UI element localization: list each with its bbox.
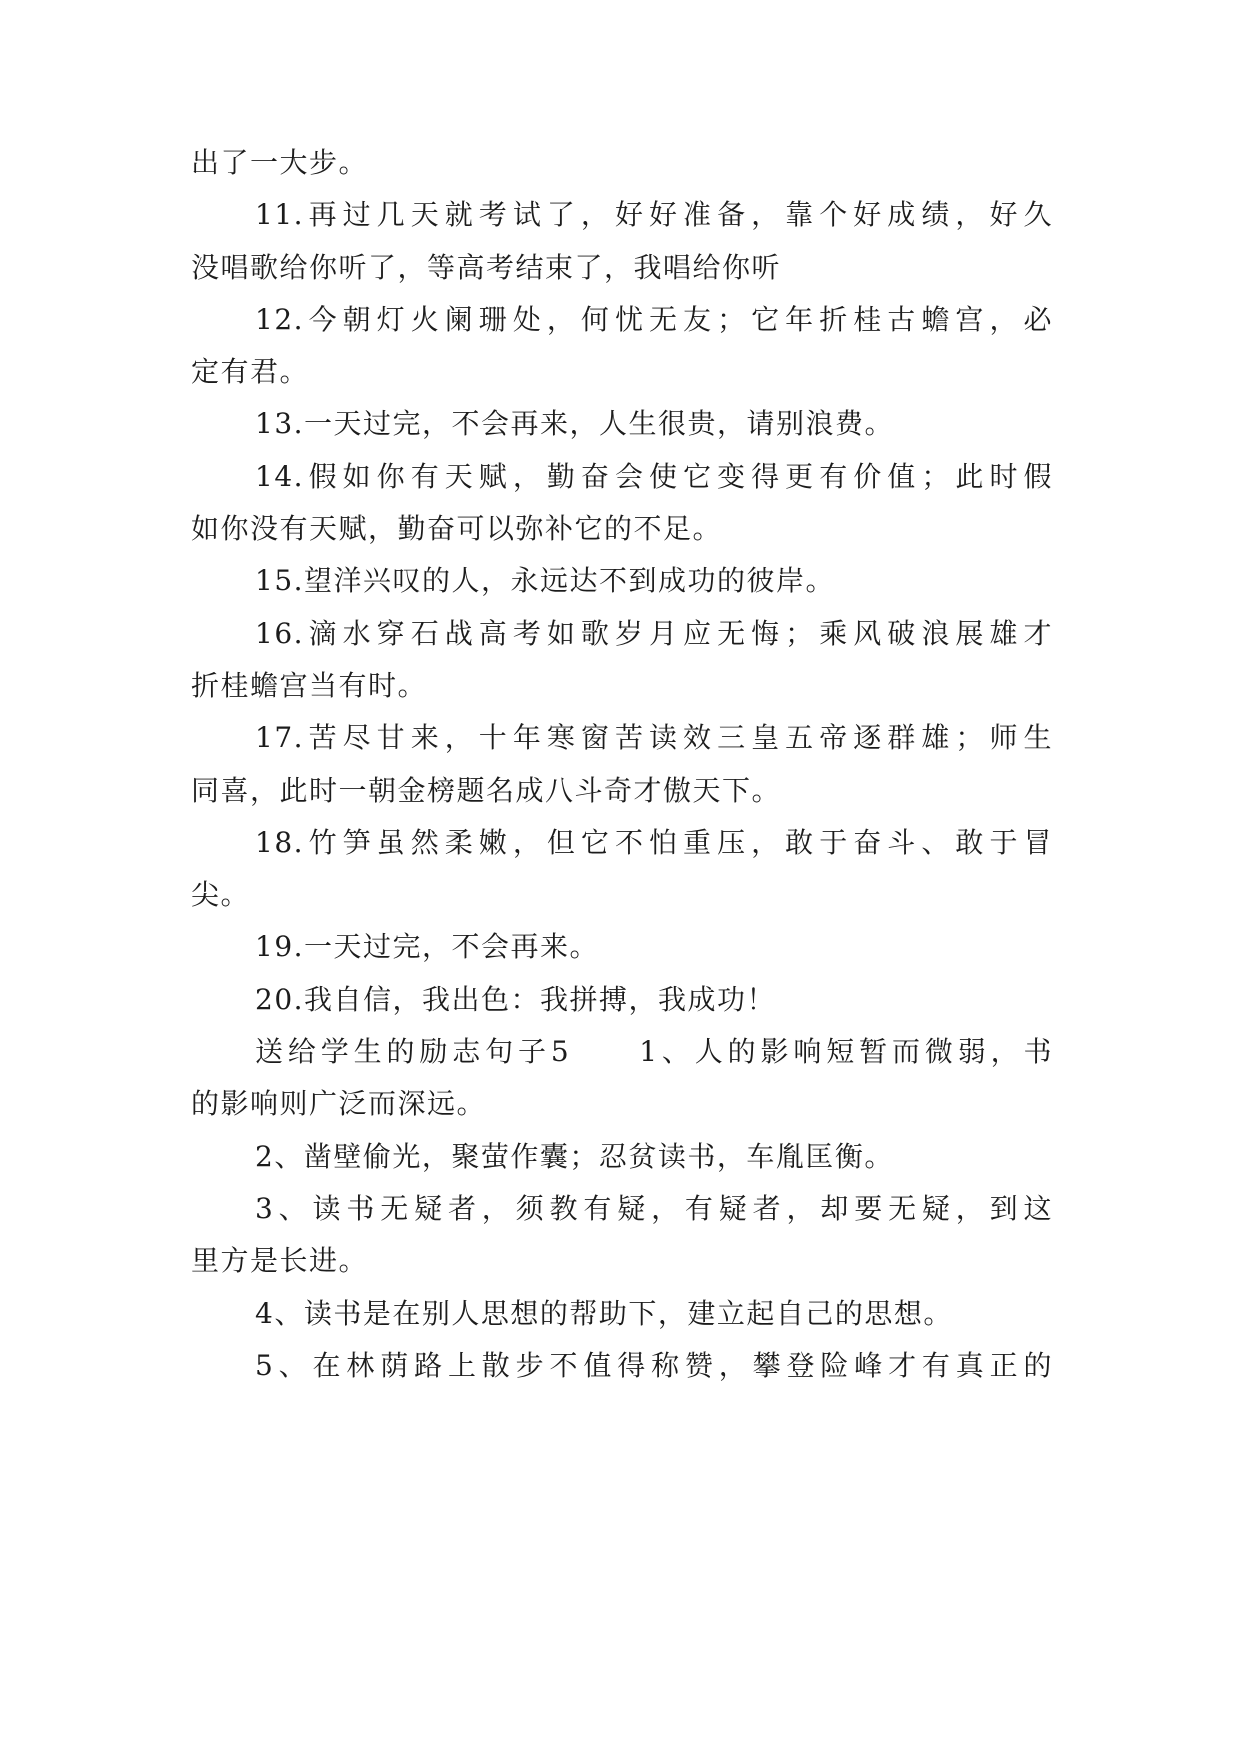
- text-line: 12.今朝灯火阑珊处，何忧无友；它年折桂古蟾宫，必: [255, 302, 1053, 336]
- text-line: 2、凿壁偷光，聚萤作囊；忍贫读书，车胤匡衡。: [255, 1139, 894, 1173]
- paragraph: [191, 712, 1053, 817]
- text-line: 5、在林荫路上散步不值得称赞，攀登险峰才有真正的: [255, 1348, 1053, 1382]
- paragraph: [191, 974, 1053, 1026]
- text-line: 的影响则广泛而深远。: [191, 1087, 487, 1121]
- paragraph: [191, 1183, 1053, 1288]
- paragraph: [191, 555, 1053, 607]
- paragraph: [191, 608, 1053, 713]
- text-line: 4、读书是在别人思想的帮助下，建立起自己的思想。: [255, 1296, 953, 1330]
- document-body: [191, 137, 1053, 1392]
- text-line: 3、读书无疑者，须教有疑，有疑者，却要无疑，到这: [255, 1191, 1053, 1225]
- text-line: 如你没有天赋，勤奋可以弥补它的不足。: [191, 512, 723, 546]
- text-line: 16.滴水穿石战高考如歌岁月应无悔；乘风破浪展雄才: [255, 616, 1053, 650]
- text-line: 17.苦尽甘来，十年寒窗苦读效三皇五帝逐群雄；师生: [255, 721, 1053, 755]
- text-line: 里方是长进。: [191, 1244, 369, 1278]
- text-line: 定有君。: [191, 355, 310, 389]
- text-line: 13.一天过完，不会再来，人生很贵，请别浪费。: [255, 407, 895, 441]
- text-line: 15.望洋兴叹的人，永远达不到成功的彼岸。: [255, 564, 836, 598]
- paragraph: [191, 1340, 1053, 1392]
- text-line: 折桂蟾宫当有时。: [191, 668, 428, 702]
- paragraph: [191, 921, 1053, 973]
- text-line: 18.竹笋虽然柔嫩，但它不怕重压，敢于奋斗、敢于冒: [255, 825, 1053, 859]
- paragraph: [191, 1026, 1053, 1131]
- paragraph: [191, 294, 1053, 399]
- text-line: 尖。: [191, 878, 251, 912]
- paragraph: [191, 398, 1053, 450]
- text-line: 出了一大步。: [191, 146, 369, 179]
- paragraph: [191, 137, 1053, 189]
- text-line: 20.我自信，我出色：我拼搏，我成功！: [255, 982, 777, 1016]
- paragraph: [191, 1288, 1053, 1340]
- text-line: 14.假如你有天赋，勤奋会使它变得更有价值；此时假: [255, 459, 1053, 493]
- text-line: 同喜，此时一朝金榜题名成八斗奇才傲天下。: [191, 773, 782, 807]
- paragraph: [191, 817, 1053, 922]
- text-line: 11.再过几天就考试了，好好准备，靠个好成绩，好久: [255, 198, 1053, 232]
- text-line: 19.一天过完，不会再来。: [255, 930, 600, 964]
- text-line: 没唱歌给你听了，等高考结束了，我唱给你听: [191, 250, 782, 284]
- paragraph: [191, 451, 1053, 556]
- text-line: 送给学生的励志句子5 1、人的影响短暂而微弱，书: [255, 1035, 1053, 1069]
- paragraph: [191, 189, 1053, 294]
- paragraph: [191, 1131, 1053, 1183]
